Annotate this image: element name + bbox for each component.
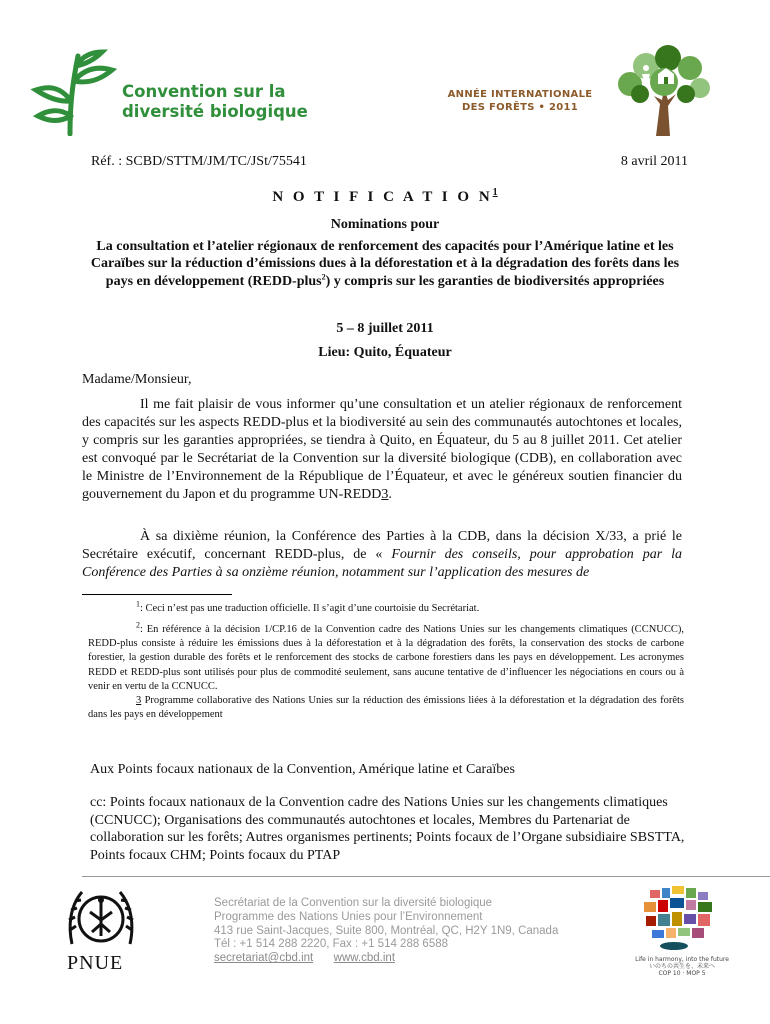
para2-quote: Fournir des conseils, pour approbation par la Conférence des Parties à sa onzième réunion, notamment sur l’application des mesures de [82,546,682,580]
cbd-name-line2: diversité biologique [122,102,308,121]
body-paragraph-1 [82,396,682,503]
reference-number: Réf. : SCBD/STTM/JM/TC/JSt/75541 [91,154,307,169]
unep-label: PNUE [67,952,124,974]
footnote-1-mark[interactable]: 1 [492,187,498,198]
fn3-text: Programme collaborative des Nations Unies sur la réduction des émissions liées à la déforestation et la dégradation des forêts dans les pays en développement [88,695,684,721]
notification-title: N O T I F I C A T I O N [272,189,493,205]
address-line3: 413 rue Saint-Jacques, Suite 800, Montréal, QC, H2Y 1N9, Canada [214,924,559,937]
footnote-3 [88,694,684,722]
cbd-name-line1: Convention sur la [122,82,286,101]
secretariat-address [214,897,558,966]
notification-date: 8 avril 2011 [620,154,688,169]
para2-text: À sa dixième réunion, la Conférence des Parties à la CDB, dans la décision X/33, a prié le Secrétaire exécutif, concernant REDD-plus, de « [82,529,682,562]
fn1-mark: 1 [136,599,140,609]
recipients-to: Aux Points focaux nationaux de la Convention, Amérique latine et Caraïbes [90,762,515,777]
address-line1: Secrétariat de la Convention sur la diversité biologique [214,897,493,909]
cbd-name [122,82,308,122]
fn1-text: : Ceci n’est pas une traduction officielle. Il s’agit d’une courtoisie du Secrétariat. [140,603,480,614]
subtitle-part1: La consultation et l’atelier régionaux de renforcement des capacités pour l’Amérique latine et les Caraïbes sur la réduction d’émissions dues à la déforestation et à la dégradation des forêts dans les pays en développement (REDD-plus [90,238,680,289]
fn2-mark: 2 [136,620,140,630]
footer-separator [82,876,770,877]
iyf-title-line1: ANNÉE INTERNATIONALE [447,89,593,100]
cop-caption-line1: Life in harmony, into the future [635,956,729,963]
para1-end: . [388,486,392,502]
cop-caption-line3: COP 10 · MOP 5 [658,970,706,977]
iyf-title-line2: DES FORÊTS • 2011 [462,102,578,113]
forests-tree-logo-icon [610,44,715,136]
subtitle-part2: ) y compris sur les garanties de biodiversités appropriées [325,273,665,289]
event-location: Lieu: Quito, Équateur [318,345,452,360]
footnote-2 [88,620,684,694]
website-link[interactable]: www.cbd.int [333,952,396,965]
body-paragraph-2 [82,528,682,582]
fn2-text: : En référence à la décision 1/CP.16 de la Convention cadre des Nations Unies sur les changements climatiques (CCNUCC), REDD-plus consiste à réduire les émissions dues à la déforestation et à la dégradation des forêts, la conservation des stocks de carbone forestier, la gestion durable des forêts et le renforcement des stocks de carbone forestiers dans les pays en développement. Les acronymes REDD et REDD-plus sont utilisés pour plus de commodité seulement, sans aucune tentative de d’influencer les négociations en cours ou à venir en vertu de la CCNUCC. [88,624,684,692]
para1-text: Il me fait plaisir de vous informer qu’une consultation et un atelier régionaux de renforcement des capacités sur les aspects REDD-plus et la biodiversité au sein des communautés autochtones et locales, y compris sur les garanties appropriées, se tiendra à Quito, en Équateur, du 5 au 8 juillet 2011. Cet atelier est convoqué par le Secrétariat de la Convention sur la diversité biologique (CDB), en collaboration avec le Ministre de l’Environnement de la République de l’Équateur, et avec le généreux soutien financier du gouvernement du Japon et du programme UN-REDD [82,397,682,502]
subtitle-line1: Nominations pour [330,217,440,232]
recipients-cc: cc: Points focaux nationaux de la Convention cadre des Nations Unies sur les changements climatiques (CCNUCC); Organisations des communautés autochtones et locales, Membres du Partenariat de collaboration sur les forêts; Autres organismes pertinents; Points focaux de l’Organe subsidiaire SBSTTA, Points focaux CHM; Points focaux du PTAP [90,795,685,863]
notification-heading [0,189,770,206]
address-line2: Programme des Nations Unies pour l’Environnement [214,910,483,923]
footnote-3-mark[interactable]: 3 [381,486,389,502]
cbd-leaf-logo-icon [30,46,120,136]
cop10-biodiversity-logo-icon [640,884,722,954]
contact-links [214,952,558,966]
fn3-mark: 3 [136,695,142,706]
unep-emblem-icon [62,886,140,952]
cop10-caption [622,956,742,977]
cop-caption-line2: いのちの共生を、未来へ [648,963,715,970]
subtitle-main [80,238,690,291]
footnote-1 [88,599,684,616]
notification-subtitle [80,216,690,290]
event-dates: 5 – 8 juillet 2011 [336,321,434,336]
iyf-title [430,88,610,114]
footnote-2-mark[interactable]: 2 [321,271,326,281]
salutation: Madame/Monsieur, [82,372,192,387]
footnote-separator [82,594,232,595]
email-link[interactable]: secretariat@cbd.int [214,952,314,965]
address-line4: Tél : +1 514 288 2220, Fax : +1 514 288 6588 [214,938,449,951]
